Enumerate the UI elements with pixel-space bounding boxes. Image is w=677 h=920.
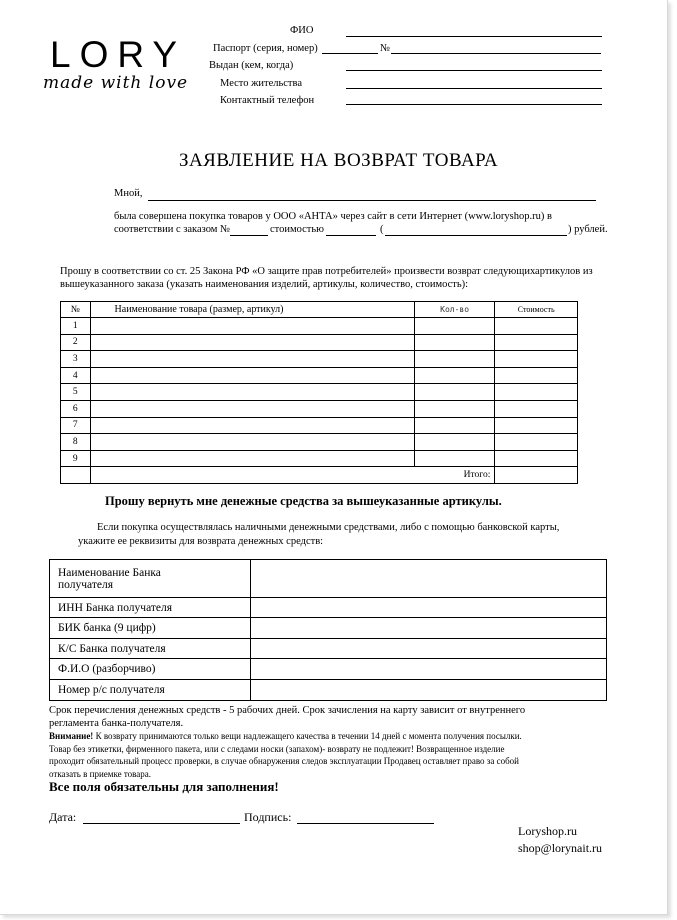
- request-line-2: вышеуказанного заказа (указать наименования изделий, артикулы, количество, стоимость):: [60, 279, 469, 290]
- row-number: 1: [61, 318, 91, 335]
- order-number-line[interactable]: [230, 235, 268, 236]
- item-cost-cell[interactable]: [495, 367, 578, 384]
- cost-number-line[interactable]: [326, 235, 376, 236]
- item-cost-cell[interactable]: [495, 351, 578, 368]
- passport-number-sign: №: [380, 43, 391, 54]
- header-qty: Кол-во: [414, 302, 495, 318]
- table-row: [50, 639, 607, 659]
- recipient-name-field[interactable]: [251, 659, 607, 680]
- item-name-cell[interactable]: [90, 450, 414, 467]
- fio-field-line[interactable]: [346, 36, 602, 37]
- account-number-label: Номер р/с получателя: [50, 680, 251, 701]
- item-name-cell[interactable]: [90, 351, 414, 368]
- total-cost-cell[interactable]: [495, 467, 578, 484]
- residence-field-line[interactable]: [346, 88, 602, 89]
- item-name-cell[interactable]: [90, 434, 414, 451]
- table-row: [61, 450, 578, 467]
- table-row: [50, 659, 607, 680]
- passport-label: Паспорт (серия, номер): [213, 43, 318, 54]
- bank-ks-label: К/С Банка получателя: [50, 639, 251, 659]
- email-text: shop@lorynait.ru: [518, 841, 603, 855]
- row-number: 2: [61, 334, 91, 351]
- row-number: 6: [61, 400, 91, 417]
- by-me-label: Мной,: [114, 188, 143, 199]
- issued-label: Выдан (кем, когда): [209, 60, 294, 71]
- required-notice: Все поля обязательны для заполнения!: [49, 779, 279, 794]
- residence-label: Место жительства: [220, 78, 302, 89]
- item-name-cell[interactable]: [90, 384, 414, 401]
- bank-name-label: Наименование Банка: [58, 566, 161, 579]
- items-table-header: [61, 302, 578, 318]
- item-name-cell[interactable]: [90, 417, 414, 434]
- signature-label: Подпись:: [244, 810, 292, 824]
- item-qty-cell[interactable]: [414, 417, 495, 434]
- warning-text: Внимание! К возврату принимаются только вещи надлежащего качества в течении 14 дней с момента получения посылки. Товар без этикетки, фирменного пакета, или с следами носки (запахом)- возврату не подлежит! Возвращенное изделие проходит обязательный процесс проверки, в случае обнаружения следов эксплуатации Продавец оставляет право за собой отказать в приемке товара.: [49, 731, 522, 779]
- passport-number-line[interactable]: [391, 53, 601, 54]
- bank-name-field[interactable]: [251, 560, 607, 598]
- fio-label: ФИО: [290, 25, 314, 36]
- item-cost-cell[interactable]: [495, 384, 578, 401]
- item-cost-cell[interactable]: [495, 434, 578, 451]
- item-qty-cell[interactable]: [414, 367, 495, 384]
- bank-bik-field[interactable]: [251, 618, 607, 639]
- item-cost-cell[interactable]: [495, 417, 578, 434]
- date-label: Дата:: [49, 810, 77, 824]
- item-name-cell[interactable]: [90, 318, 414, 335]
- table-row: [50, 598, 607, 618]
- table-row: [61, 384, 578, 401]
- request-line-1: Прошу в соответствии со ст. 25 Закона РФ «О защите прав потребителей» произвести возврат следующихартикулов из: [60, 266, 593, 277]
- table-row: [50, 560, 607, 598]
- row-number: 4: [61, 367, 91, 384]
- order-text: соответствии с заказом №: [114, 224, 231, 235]
- table-row: [50, 618, 607, 639]
- item-qty-cell[interactable]: [414, 450, 495, 467]
- account-number-field[interactable]: [251, 680, 607, 701]
- items-table: [60, 301, 578, 484]
- item-cost-cell[interactable]: [495, 318, 578, 335]
- bank-inn-field[interactable]: [251, 598, 607, 618]
- table-row: [61, 417, 578, 434]
- rubles-text: ) рублей.: [568, 224, 608, 235]
- contacts: [518, 823, 602, 857]
- phone-label: Контактный телефон: [220, 95, 315, 106]
- item-qty-cell[interactable]: [414, 318, 495, 335]
- date-field-line[interactable]: [83, 823, 240, 824]
- bank-ks-field[interactable]: [251, 639, 607, 659]
- item-cost-cell[interactable]: [495, 400, 578, 417]
- bank-inn-label: ИНН Банка получателя: [50, 598, 251, 618]
- table-row: [61, 367, 578, 384]
- purchase-text: была совершена покупка товаров у ООО «АНТА» через сайт в сети Интернет (www.loryshop.ru) в: [114, 211, 552, 222]
- item-name-cell[interactable]: [90, 400, 414, 417]
- phone-field-line[interactable]: [346, 104, 602, 105]
- item-qty-cell[interactable]: [414, 434, 495, 451]
- logo-text: LORY: [50, 34, 187, 75]
- warning-bold: Внимание!: [49, 731, 94, 741]
- site-text: Loryshop.ru: [518, 824, 577, 838]
- item-name-cell[interactable]: [90, 367, 414, 384]
- signature-field-line[interactable]: [297, 823, 434, 824]
- row-number: 3: [61, 351, 91, 368]
- header-num: №: [61, 302, 91, 318]
- header-cost: Стоимость: [495, 302, 578, 318]
- cost-text: стоимостью: [270, 224, 325, 235]
- paren-open: (: [380, 224, 384, 235]
- table-row: [61, 400, 578, 417]
- header-name: Наименование товара (размер, артикул): [90, 302, 414, 318]
- item-qty-cell[interactable]: [414, 334, 495, 351]
- recipient-name-label: Ф.И.О (разборчиво): [50, 659, 251, 680]
- payment-note-line-1: Если покупка осуществлялась наличными денежными средствами, либо с помощью банковской карты,: [97, 522, 560, 533]
- item-cost-cell[interactable]: [495, 334, 578, 351]
- row-number: 9: [61, 450, 91, 467]
- document-title: ЗАЯВЛЕНИЕ НА ВОЗВРАТ ТОВАРА: [178, 150, 499, 171]
- row-number: 8: [61, 434, 91, 451]
- row-number: 5: [61, 384, 91, 401]
- passport-series-line[interactable]: [322, 53, 378, 54]
- table-row: [61, 318, 578, 335]
- table-row: [61, 351, 578, 368]
- table-row: [50, 680, 607, 701]
- table-row: [61, 334, 578, 351]
- item-qty-cell[interactable]: [414, 384, 495, 401]
- logo-tagline: made with love: [43, 73, 189, 93]
- item-qty-cell[interactable]: [414, 351, 495, 368]
- table-total-row: [61, 467, 578, 484]
- bank-bik-label: БИК банка (9 цифр): [50, 618, 251, 639]
- payment-note-line-2: укажите ее реквизиты для возврата денежных средств:: [78, 536, 324, 547]
- item-name-cell[interactable]: [90, 334, 414, 351]
- issued-field-line[interactable]: [346, 70, 602, 71]
- table-row: [61, 434, 578, 451]
- customer-name-line[interactable]: [148, 200, 596, 201]
- refund-request: Прошу вернуть мне денежные средства за вышеуказанные артикулы.: [105, 494, 502, 508]
- bank-name-label-2: получателя: [58, 578, 113, 591]
- cost-words-line[interactable]: [385, 235, 567, 236]
- item-cost-cell[interactable]: [495, 450, 578, 467]
- terms-text: Срок перечисления денежных средств - 5 рабочих дней. Срок зачисления на карту зависит от внутреннего регламента банка-получателя.: [49, 705, 526, 729]
- total-label: Итого:: [463, 470, 491, 481]
- row-number: 7: [61, 417, 91, 434]
- item-qty-cell[interactable]: [414, 400, 495, 417]
- bank-details-table: [49, 559, 607, 701]
